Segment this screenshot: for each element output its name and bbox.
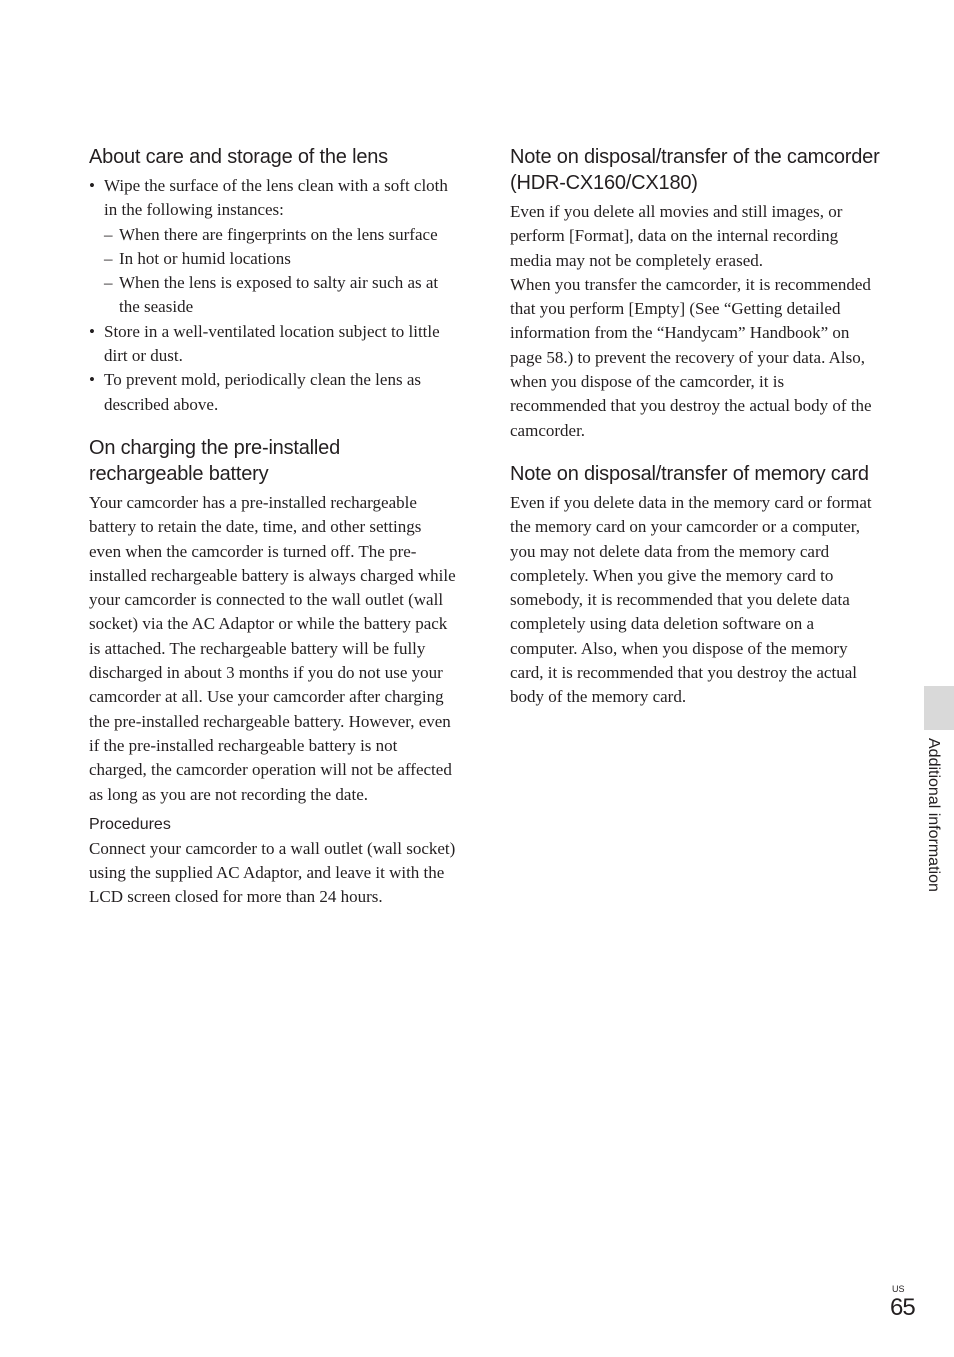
page-number: 65 — [890, 1294, 915, 1321]
section-side-label-text: Additional information — [925, 738, 942, 892]
battery-heading: On charging the pre-installed rechargeable battery — [89, 436, 341, 485]
list-item: • To prevent mold, periodically clean the lens as described above. — [89, 368, 457, 417]
list-item: – In hot or humid locations — [104, 247, 457, 271]
section-tab-marker — [924, 686, 954, 730]
camcorder-disposal-paragraph-1: Even if you delete all movies and still images, or perform [Format], data on the internal recording media may not be completely erased. — [510, 202, 843, 270]
list-item: – When the lens is exposed to salty air such as at the seaside — [104, 271, 457, 320]
lens-care-list — [89, 174, 457, 417]
battery-paragraph: Your camcorder has a pre-installed rechargeable battery to retain the date, time, and other settings even when the camcorder is turned off. The pre-installed rechargeable battery is always charged while your camcorder is connected to the wall outlet (wall socket) via the AC Adaptor or while the battery pack is attached. The rechargeable battery will be fully discharged in about 3 months if you do not use your camcorder at all. Use your camcorder after charging the pre-installed rechargeable battery. However, even if the pre-installed rechargeable battery is not charged, the camcorder operation will not be affected as long as you are not recording the date. — [89, 492, 456, 804]
page-region-code: US — [892, 1284, 905, 1294]
list-item-text: Wipe the surface of the lens clean with a soft cloth in the following instances: — [104, 176, 448, 220]
left-column — [89, 144, 457, 910]
procedures-label: Procedures — [89, 815, 171, 833]
procedures-paragraph: Connect your camcorder to a wall outlet (wall socket) using the supplied AC Adaptor, and leave it with the LCD screen closed for more than 24 hours. — [89, 838, 456, 907]
memory-card-heading: Note on disposal/transfer of memory card — [510, 462, 869, 485]
list-item: – When there are fingerprints on the lens surface — [104, 223, 457, 247]
lens-instances-list — [104, 223, 457, 320]
list-item — [89, 174, 457, 320]
memory-card-paragraph: Even if you delete data in the memory card or format the memory card on your camcorder or a computer, you may not delete data from the memory card completely. When you give the memory card to somebody, it is recommended that you delete data completely using data deletion software on a computer. Also, when you dispose of the memory card, it is recommended that you destroy the actual body of the memory card. — [510, 492, 872, 707]
camcorder-disposal-paragraph-2: When you transfer the camcorder, it is recommended that you perform [Empty] (See “Getting detailed information from the “Handycam” Handbook” on page 58.) to prevent the recovery of your data. Also, when you dispose of the camcorder, it is recommended that you destroy the actual body of the camcorder. — [510, 274, 872, 440]
lens-care-heading: About care and storage of the lens — [89, 146, 388, 168]
camcorder-disposal-heading: Note on disposal/transfer of the camcorder (HDR-CX160/CX180) — [510, 146, 880, 194]
right-column — [510, 144, 880, 710]
list-item: • Store in a well-ventilated location subject to little dirt or dust. — [89, 320, 457, 369]
